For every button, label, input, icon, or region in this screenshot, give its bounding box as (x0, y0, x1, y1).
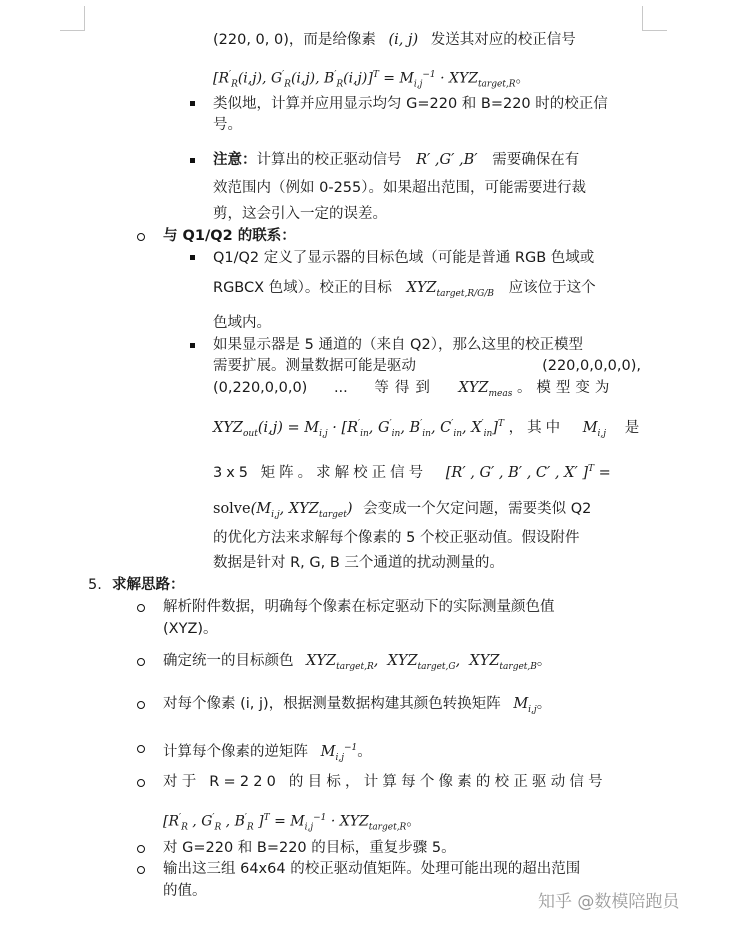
text: (220, 0, 0)，而是给像素 (213, 32, 376, 48)
paragraph-line (213, 414, 639, 444)
math-targets: $XYZ_{target,R}$, $XYZ_{target,G}$, $XYZ_{target,B}$。 (306, 653, 552, 672)
paragraph-line (163, 738, 372, 768)
math-mij: $M_{i,j}$。 (513, 696, 552, 715)
subsection-heading: 与 Q1/Q2 的联系： (163, 228, 296, 244)
formula-signal-vector: [R′ , G′ , B′ , C′ , X′ ]$^T$ = (445, 464, 611, 481)
paragraph-line (163, 651, 551, 677)
bullet-circle (137, 604, 145, 612)
text: 应该位于这个 (508, 280, 596, 296)
bullet-circle (137, 745, 145, 753)
text: 。模型变为 (516, 380, 615, 396)
text: 发送其对应的校正信号 (430, 32, 576, 48)
formula-solve: $solve(M_{i,j}$, $XYZ_{target}$) (213, 501, 353, 520)
bullet-square (190, 343, 195, 348)
paragraph-line (213, 499, 591, 525)
math-mij: $M_{i,j}$ (582, 419, 607, 439)
crop-mark-top-right (642, 6, 667, 31)
math-mij-inverse: $M_{i,j}^{-1}$。 (320, 743, 372, 763)
paragraph-line: 数据是针对 R, G, B 三个通道的扰动测量的。 (213, 555, 504, 571)
paragraph-line (213, 459, 611, 483)
text: ，其中 (508, 419, 565, 436)
text: (0,220,0,0,0) (213, 380, 308, 396)
paragraph-line: 剪，这会引入一定的误差。 (213, 206, 387, 222)
bullet-circle (137, 779, 145, 787)
text: 会变成一个欠定问题，需要类似 Q2 (363, 501, 592, 517)
text: 计算每个像素的逆矩阵 (163, 743, 308, 760)
paragraph-line (213, 378, 641, 404)
text: 对每个像素 (i, j)，根据测量数据构建其颜色转换矩阵 (163, 696, 501, 712)
math-ij: (i, j) (388, 32, 419, 48)
bullet-circle (137, 658, 145, 666)
paragraph-line (213, 30, 576, 50)
text: (220,0,0,0,0), (542, 358, 641, 374)
text: 需要确保在有 (492, 152, 580, 168)
text: 需要扩展。测量数据可能是驱动 (213, 358, 416, 374)
section-title: 求解思路： (112, 577, 185, 593)
paragraph-line (163, 694, 551, 720)
paragraph-line: 对于 R=220 的目标，计算每个像素的校正驱动信号 (163, 774, 607, 790)
paragraph-line: 输出这三组 64x64 的校正驱动值矩阵。处理可能出现的超出范围 (163, 861, 581, 877)
bullet-square (190, 158, 195, 163)
text: RGBCX 色域）。校正的目标 (213, 280, 392, 296)
paragraph-line: 的值。 (163, 883, 207, 899)
paragraph-line: (XYZ)。 (163, 621, 218, 637)
paragraph-line (213, 356, 641, 376)
bullet-circle (137, 701, 145, 709)
bullet-circle (137, 233, 145, 241)
paragraph-line: 如果显示器是 5 通道的（来自 Q2），那么这里的校正模型 (213, 337, 583, 353)
bullet-square (190, 255, 195, 260)
paragraph-line: Q1/Q2 定义了显示器的目标色域（可能是普通 RGB 色域或 (213, 250, 595, 266)
paragraph-line: 号。 (213, 117, 242, 133)
math-xyz-meas: $XYZ_{meas}$ (458, 380, 513, 399)
text: 计算出的校正驱动信号 (256, 152, 402, 168)
formula-xyz-out: $XYZ_{out}(i,j) = M_{i,j} \cdot [R'_{in}$, $G'_{in}$, $B'_{in}$, $C'_{in}$, $X'_{in}]^T$ (213, 419, 504, 439)
bullet-square (190, 101, 195, 106)
formula-correction-R: [$R'_R(i,j)$, $G'_R(i,j)$, $B'_R(i,j)]^T = M_{i,j}^{-1} \cdot XYZ_{target,R}$。 (213, 70, 530, 90)
paragraph-line: 类似地，计算并应用显示均匀 G=220 和 B=220 时的校正信 (213, 96, 608, 112)
paragraph-line: 解析附件数据，明确每个像素在标定驱动下的实际测量颜色值 (163, 599, 555, 615)
math-xyz-target-rgb: $XYZ_{target,R/G/B}$ (406, 280, 495, 299)
crop-mark-top-left (60, 6, 85, 31)
watermark-text: 知乎 @数模陪跑员 (538, 892, 680, 912)
formula-correction-R-final: [$R'_R$ , $G'_R$ , $B'_R$ ]$^T = M_{i,j}^{-1} \cdot XYZ_{target,R}$。 (163, 813, 421, 833)
paragraph-line (213, 278, 596, 304)
paragraph-line (213, 150, 579, 170)
paragraph-line: 效范围内（例如 0-255）。如果超出范围，可能需要进行裁 (213, 180, 586, 196)
section-number: 5. (88, 577, 102, 593)
math-rgb-prime: R′ ,G′ ,B′ (416, 152, 478, 168)
text: 3x5 矩阵。求解校正信号 (213, 464, 428, 481)
bullet-circle (137, 866, 145, 874)
text: 确定统一的目标颜色 (163, 653, 294, 669)
paragraph-line: 色域内。 (213, 315, 271, 331)
text: ... (333, 380, 348, 396)
paragraph-line: 的优化方法来求解每个像素的 5 个校正驱动值。假设附件 (213, 530, 580, 546)
paragraph-line: 对 G=220 和 B=220 的目标，重复步骤 5。 (163, 840, 456, 856)
text: 等得到 (374, 380, 436, 396)
bullet-circle (137, 845, 145, 853)
text: 是 (624, 419, 640, 436)
note-label: 注意： (213, 152, 257, 168)
